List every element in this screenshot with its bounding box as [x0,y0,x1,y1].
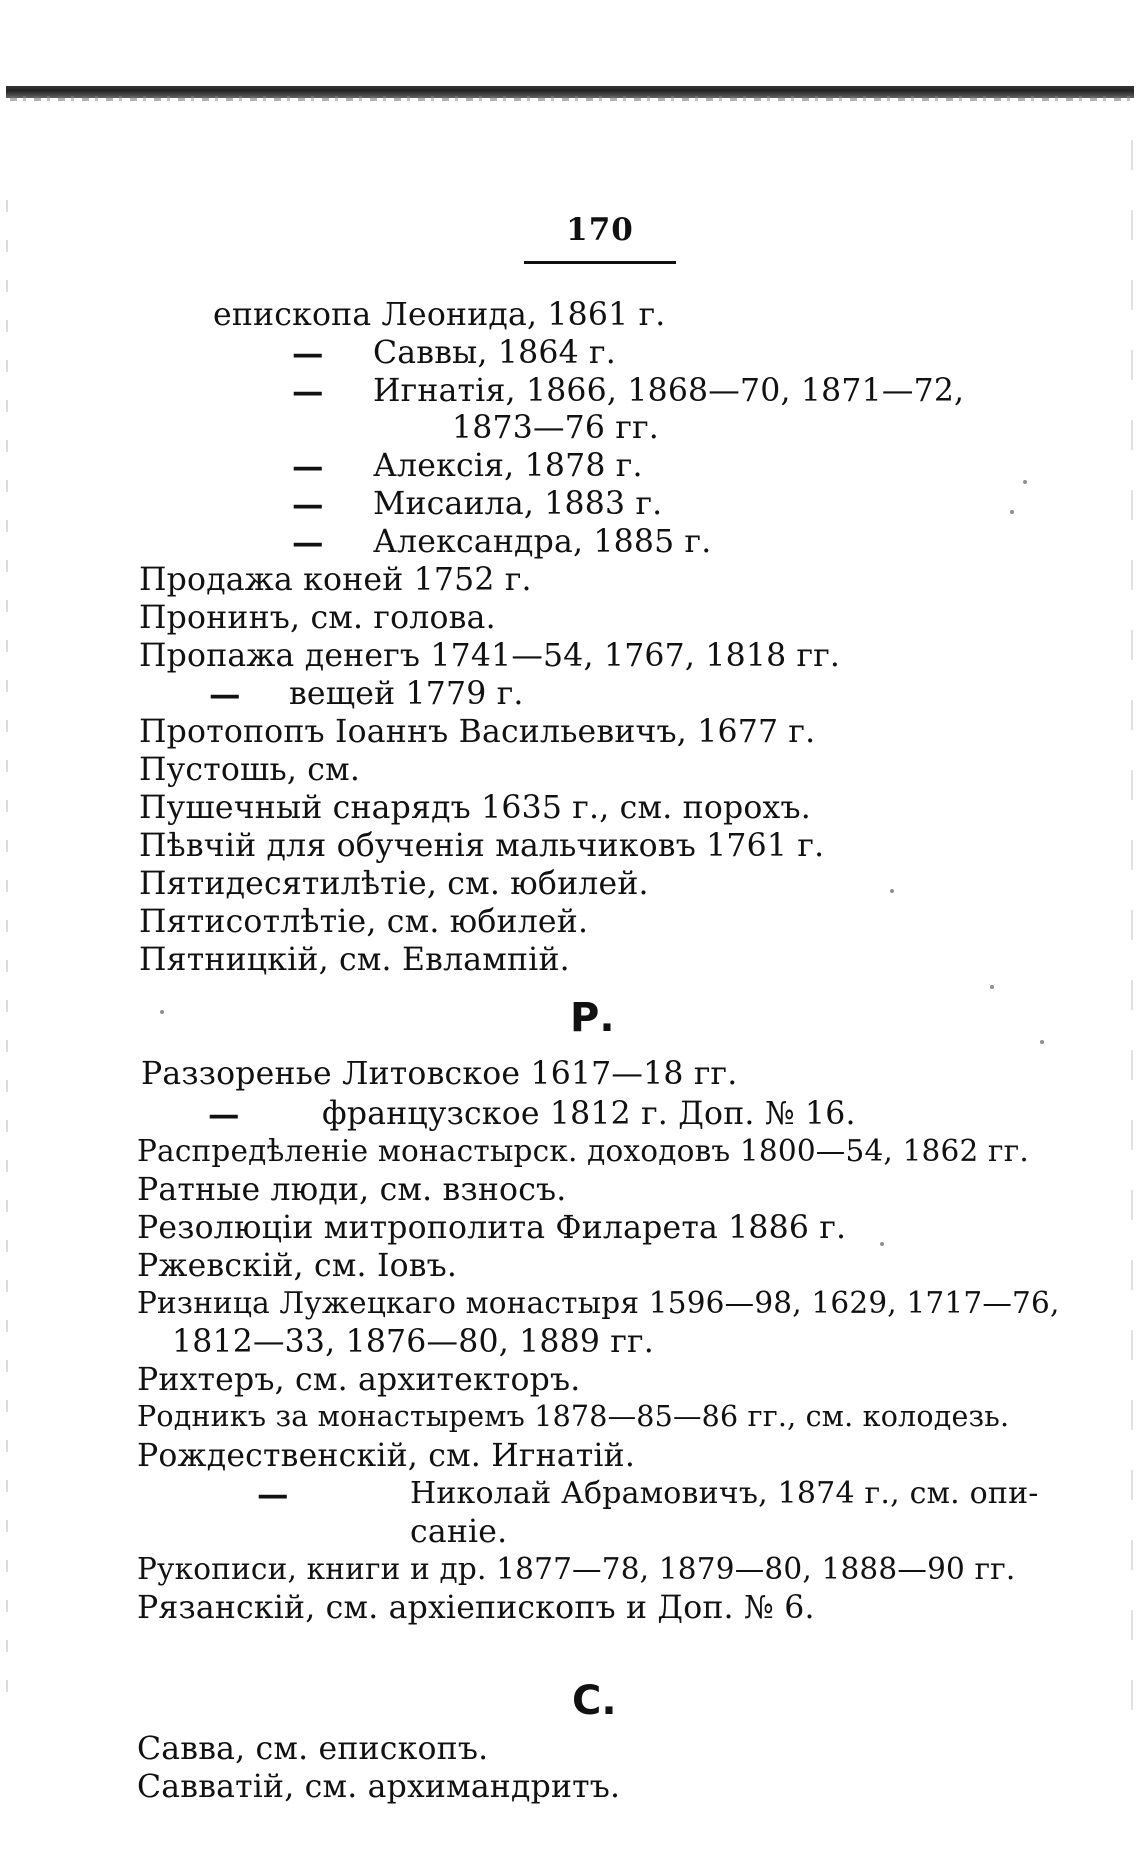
top-rule-bleed [10,96,1134,101]
index-entry: Резолюціи митрополита Филарета 1886 г. [137,1210,847,1246]
entry-dash: — [208,1096,240,1133]
entry-dash: — [292,335,324,372]
index-entry: Пѣвчій для обученія мальчиковъ 1761 г. [139,828,825,864]
index-entry: Продажа коней 1752 г. [139,562,532,598]
index-entry: Пропажа денегъ 1741—54, 1767, 1818 гг. [139,638,841,674]
index-entry: Савватій, см. архимандритъ. [137,1769,621,1805]
index-entry: Пятидесятилѣтіе, см. юбилей. [139,866,649,902]
index-entry: Рождественскій, см. Игнатій. [137,1438,636,1474]
index-entry: Распредѣленіе монастырск. доходовъ 1800—54, 1862 гг. [137,1134,1029,1168]
index-entry: Игнатія, 1866, 1868—70, 1871—72, [373,373,965,409]
index-entry: Пустошь, см. [139,752,361,788]
index-entry: Пятницкій, см. Евлампій. [139,942,570,978]
index-entry-continuation: 1812—33, 1876—80, 1889 гг. [172,1324,654,1360]
index-entry: епископа Леонида, 1861 г. [213,297,666,333]
index-entry: Рязанскій, см. архіепископъ и Доп. № 6. [137,1590,815,1626]
index-entry: вещей 1779 г. [289,676,524,712]
index-entry: Рихтеръ, см. архитекторъ. [137,1362,581,1398]
entry-dash: — [292,373,324,410]
index-entry: Ратные люди, см. взносъ. [137,1172,567,1208]
index-entry: Протопопъ Іоаннъ Васильевичъ, 1677 г. [139,714,816,750]
section-heading-r: Р. [570,995,615,1041]
index-entry: Саввы, 1864 г. [373,335,616,371]
section-heading-s: С. [572,1678,617,1724]
left-page-edge [6,200,8,1700]
index-entry: Савва, см. епископъ. [137,1731,489,1767]
index-entry: Ржевскій, см. Іовъ. [137,1248,458,1284]
scan-speck [890,889,894,893]
entry-dash: — [257,1476,289,1513]
scan-speck [990,985,994,989]
index-entry: Мисаила, 1883 г. [373,486,663,522]
index-entry: Ризница Лужецкаго монастыря 1596—98, 1629, 1717—76, [137,1286,1060,1320]
entry-dash: — [292,486,324,523]
entry-dash: — [292,524,324,561]
index-entry: Алексія, 1878 г. [373,448,643,484]
index-entry: Раззоренье Литовское 1617—18 гг. [141,1056,738,1092]
index-entry: Александра, 1885 г. [373,524,712,560]
scan-speck [1010,510,1014,514]
index-entry: Рукописи, книги и др. 1877—78, 1879—80, 1888—90 гг. [137,1552,1016,1586]
index-entry: Пушечный снарядъ 1635 г., см. порохъ. [139,790,811,826]
scan-speck [1023,480,1027,484]
page-number: 170 [566,212,634,248]
index-entry-continuation: саніе. [410,1514,508,1550]
index-entry: Николай Абрамовичъ, 1874 г., см. опи- [410,1476,1039,1511]
entry-dash: — [292,448,324,485]
entry-dash: — [209,676,241,713]
index-entry: Пятисотлѣтіе, см. юбилей. [139,904,589,940]
scan-speck [1040,1040,1044,1044]
index-entry: Родникъ за монастыремъ 1878—85—86 гг., см. колодезь. [137,1400,1010,1433]
scan-speck [880,1242,884,1246]
index-entry-continuation: 1873—76 гг. [452,410,659,446]
scan-speck [160,1010,164,1014]
right-page-edge [1131,140,1133,1740]
page-number-underline [524,261,676,264]
index-entry: Пронинъ, см. голова. [139,600,496,636]
index-entry: французское 1812 г. Доп. № 16. [322,1096,856,1132]
